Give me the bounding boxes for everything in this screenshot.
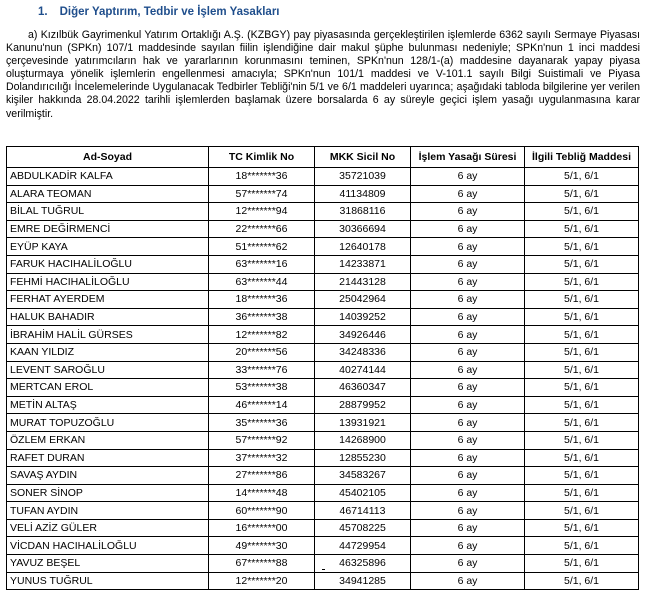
table-row bbox=[7, 519, 639, 537]
cell-ban-duration: 6 ay bbox=[411, 220, 525, 238]
table-row bbox=[7, 238, 639, 256]
cell-article: 5/1, 6/1 bbox=[525, 291, 639, 309]
cell-article: 5/1, 6/1 bbox=[525, 467, 639, 485]
cell-mkk-no: 41134809 bbox=[315, 185, 411, 203]
cell-name: MERTCAN EROL bbox=[7, 379, 209, 397]
cell-ban-duration: 6 ay bbox=[411, 238, 525, 256]
cell-tc-id: 57*******92 bbox=[209, 431, 315, 449]
cell-article: 5/1, 6/1 bbox=[525, 273, 639, 291]
cell-mkk-no: 14039252 bbox=[315, 308, 411, 326]
table-row bbox=[7, 572, 639, 590]
cell-mkk-no: 46714113 bbox=[315, 502, 411, 520]
cell-name: FARUK HACIHALİLOĞLU bbox=[7, 255, 209, 273]
cell-name: VELİ AZİZ GÜLER bbox=[7, 519, 209, 537]
cell-ban-duration: 6 ay bbox=[411, 343, 525, 361]
cell-ban-duration: 6 ay bbox=[411, 185, 525, 203]
cell-name: KAAN YILDIZ bbox=[7, 343, 209, 361]
cell-ban-duration: 6 ay bbox=[411, 537, 525, 555]
cell-ban-duration: 6 ay bbox=[411, 168, 525, 186]
cell-name: FEHMİ HACIHALİLOĞLU bbox=[7, 273, 209, 291]
section-heading bbox=[38, 6, 280, 18]
cell-ban-duration: 6 ay bbox=[411, 555, 525, 573]
section-number: 1. bbox=[38, 6, 48, 18]
cell-mkk-no: 46360347 bbox=[315, 379, 411, 397]
header-mkk-no: MKK Sicil No bbox=[315, 147, 411, 168]
cell-article: 5/1, 6/1 bbox=[525, 537, 639, 555]
cell-mkk-no: 28879952 bbox=[315, 396, 411, 414]
cell-tc-id: 49*******30 bbox=[209, 537, 315, 555]
table-row bbox=[7, 467, 639, 485]
cell-tc-id: 18*******36 bbox=[209, 291, 315, 309]
cell-ban-duration: 6 ay bbox=[411, 414, 525, 432]
cell-article: 5/1, 6/1 bbox=[525, 396, 639, 414]
table-row bbox=[7, 484, 639, 502]
header-article: İlgili Tebliğ Maddesi bbox=[525, 147, 639, 168]
table-row bbox=[7, 502, 639, 520]
cell-ban-duration: 6 ay bbox=[411, 484, 525, 502]
cell-mkk-no: 12640178 bbox=[315, 238, 411, 256]
cell-ban-duration: 6 ay bbox=[411, 396, 525, 414]
cell-mkk-no: 40274144 bbox=[315, 361, 411, 379]
cell-ban-duration: 6 ay bbox=[411, 308, 525, 326]
cell-name: ALARA TEOMAN bbox=[7, 185, 209, 203]
table-row bbox=[7, 537, 639, 555]
table-row bbox=[7, 379, 639, 397]
cell-mkk-no: 44729954 bbox=[315, 537, 411, 555]
cell-article: 5/1, 6/1 bbox=[525, 572, 639, 590]
table-row bbox=[7, 255, 639, 273]
cell-tc-id: 63*******44 bbox=[209, 273, 315, 291]
cell-tc-id: 20*******56 bbox=[209, 343, 315, 361]
cell-ban-duration: 6 ay bbox=[411, 273, 525, 291]
header-name: Ad-Soyad bbox=[7, 147, 209, 168]
cell-mkk-no: 13931921 bbox=[315, 414, 411, 432]
cell-mkk-no: 14268900 bbox=[315, 431, 411, 449]
cell-article: 5/1, 6/1 bbox=[525, 220, 639, 238]
cell-article: 5/1, 6/1 bbox=[525, 203, 639, 221]
cell-tc-id: 27*******86 bbox=[209, 467, 315, 485]
table-row bbox=[7, 449, 639, 467]
cell-ban-duration: 6 ay bbox=[411, 326, 525, 344]
cell-article: 5/1, 6/1 bbox=[525, 185, 639, 203]
table-row bbox=[7, 326, 639, 344]
cell-mkk-no: 34926446 bbox=[315, 326, 411, 344]
header-tc-id: TC Kimlik No bbox=[209, 147, 315, 168]
cell-mkk-no: 30366694 bbox=[315, 220, 411, 238]
cell-name: TUFAN AYDIN bbox=[7, 502, 209, 520]
cell-tc-id: 46*******14 bbox=[209, 396, 315, 414]
cell-article: 5/1, 6/1 bbox=[525, 343, 639, 361]
cell-name: LEVENT SAROĞLU bbox=[7, 361, 209, 379]
cell-ban-duration: 6 ay bbox=[411, 361, 525, 379]
table-row bbox=[7, 291, 639, 309]
cell-tc-id: 12*******20 bbox=[209, 572, 315, 590]
cell-tc-id: 36*******38 bbox=[209, 308, 315, 326]
cell-name: METİN ALTAŞ bbox=[7, 396, 209, 414]
cell-name: RAFET DURAN bbox=[7, 449, 209, 467]
cell-article: 5/1, 6/1 bbox=[525, 255, 639, 273]
table-row bbox=[7, 414, 639, 432]
cell-tc-id: 16*******00 bbox=[209, 519, 315, 537]
table-header-row bbox=[7, 147, 639, 168]
cell-mkk-no: 35721039 bbox=[315, 168, 411, 186]
cell-ban-duration: 6 ay bbox=[411, 467, 525, 485]
cell-name: YUNUS TUĞRUL bbox=[7, 572, 209, 590]
cell-mkk-no: 25042964 bbox=[315, 291, 411, 309]
cell-tc-id: 18*******36 bbox=[209, 168, 315, 186]
cell-name: SONER SİNOP bbox=[7, 484, 209, 502]
cell-article: 5/1, 6/1 bbox=[525, 168, 639, 186]
cell-mkk-no: 34941285 bbox=[315, 572, 411, 590]
cell-tc-id: 37*******32 bbox=[209, 449, 315, 467]
cell-ban-duration: 6 ay bbox=[411, 572, 525, 590]
cell-article: 5/1, 6/1 bbox=[525, 414, 639, 432]
cell-tc-id: 57*******74 bbox=[209, 185, 315, 203]
cell-tc-id: 35*******36 bbox=[209, 414, 315, 432]
cell-tc-id: 33*******76 bbox=[209, 361, 315, 379]
trading-ban-table bbox=[6, 146, 639, 590]
cell-ban-duration: 6 ay bbox=[411, 379, 525, 397]
cell-ban-duration: 6 ay bbox=[411, 519, 525, 537]
cell-name: YAVUZ BEŞEL bbox=[7, 555, 209, 573]
cell-article: 5/1, 6/1 bbox=[525, 519, 639, 537]
cell-article: 5/1, 6/1 bbox=[525, 361, 639, 379]
cell-tc-id: 63*******16 bbox=[209, 255, 315, 273]
cell-ban-duration: 6 ay bbox=[411, 203, 525, 221]
section-title: Diğer Yaptırım, Tedbir ve İşlem Yasakları bbox=[59, 6, 280, 18]
cell-name: ABDULKADİR KALFA bbox=[7, 168, 209, 186]
cell-tc-id: 60*******90 bbox=[209, 502, 315, 520]
page-mark bbox=[322, 569, 325, 570]
cell-ban-duration: 6 ay bbox=[411, 449, 525, 467]
cell-article: 5/1, 6/1 bbox=[525, 379, 639, 397]
cell-article: 5/1, 6/1 bbox=[525, 484, 639, 502]
cell-ban-duration: 6 ay bbox=[411, 255, 525, 273]
cell-article: 5/1, 6/1 bbox=[525, 449, 639, 467]
cell-name: FERHAT AYERDEM bbox=[7, 291, 209, 309]
cell-name: BİLAL TUĞRUL bbox=[7, 203, 209, 221]
table-row bbox=[7, 220, 639, 238]
cell-article: 5/1, 6/1 bbox=[525, 502, 639, 520]
header-ban-duration: İşlem Yasağı Süresi bbox=[411, 147, 525, 168]
cell-mkk-no: 31868116 bbox=[315, 203, 411, 221]
cell-name: ÖZLEM ERKAN bbox=[7, 431, 209, 449]
cell-tc-id: 51*******62 bbox=[209, 238, 315, 256]
cell-name: EMRE DEĞİRMENCİ bbox=[7, 220, 209, 238]
table-row bbox=[7, 361, 639, 379]
cell-tc-id: 22*******66 bbox=[209, 220, 315, 238]
cell-mkk-no: 21443128 bbox=[315, 273, 411, 291]
cell-article: 5/1, 6/1 bbox=[525, 555, 639, 573]
table-row bbox=[7, 431, 639, 449]
table-row bbox=[7, 168, 639, 186]
cell-mkk-no: 34248336 bbox=[315, 343, 411, 361]
cell-ban-duration: 6 ay bbox=[411, 291, 525, 309]
cell-name: HALUK BAHADIR bbox=[7, 308, 209, 326]
cell-tc-id: 14*******48 bbox=[209, 484, 315, 502]
decision-paragraph: a) Kızılbük Gayrimenkul Yatırım Ortaklığı A.Ş. (KZBGY) pay piyasasında gerçekleştirilen işlemlerde 6362 sayılı Sermaye Piyasası Kanunu'nun (SPKn) 107/1 maddesinde sayılan fiilin işlendiğine dair makul şüphe bulunması nedeniyle; SPKn'nun 1 inci maddesi çerçevesinde yatırımcıların hak ve yararlarının korunmasını teminen, SPKn'nun 128/1-(a) maddesine dayanarak yapay piyasa oluşturmaya yönelik işlemlerin engellenmesi amacıyla; SPKn'nun 101/1 maddesi ve V-101.1 sayılı Bilgi Suistimali ve Piyasa Dolandırıcılığı İncelemelerinde Uygulanacak Tedbirler Tebliği'nin 5/1 ve 6/1 maddeleri uyarınca; aşağıdaki tabloda bilgilerine yer verilen kişiler hakkında 28.04.2022 tarihli işlemlerden başlamak üzere borsalarda 6 ay süreyle geçici işlem yasağı uygulanmasına karar verilmiştir. bbox=[6, 29, 640, 120]
table-row bbox=[7, 203, 639, 221]
table-row bbox=[7, 308, 639, 326]
cell-tc-id: 12*******82 bbox=[209, 326, 315, 344]
cell-ban-duration: 6 ay bbox=[411, 502, 525, 520]
cell-name: EYÜP KAYA bbox=[7, 238, 209, 256]
cell-article: 5/1, 6/1 bbox=[525, 326, 639, 344]
table-row bbox=[7, 396, 639, 414]
cell-tc-id: 67*******88 bbox=[209, 555, 315, 573]
table-row bbox=[7, 273, 639, 291]
cell-tc-id: 53*******38 bbox=[209, 379, 315, 397]
cell-name: SAVAŞ AYDIN bbox=[7, 467, 209, 485]
cell-mkk-no: 45708225 bbox=[315, 519, 411, 537]
cell-mkk-no: 12855230 bbox=[315, 449, 411, 467]
cell-article: 5/1, 6/1 bbox=[525, 431, 639, 449]
cell-mkk-no: 45402105 bbox=[315, 484, 411, 502]
table-row bbox=[7, 185, 639, 203]
cell-mkk-no: 34583267 bbox=[315, 467, 411, 485]
cell-name: MURAT TOPUZOĞLU bbox=[7, 414, 209, 432]
cell-tc-id: 12*******94 bbox=[209, 203, 315, 221]
cell-name: İBRAHİM HALİL GÜRSES bbox=[7, 326, 209, 344]
cell-article: 5/1, 6/1 bbox=[525, 308, 639, 326]
cell-article: 5/1, 6/1 bbox=[525, 238, 639, 256]
cell-name: VİCDAN HACIHALİLOĞLU bbox=[7, 537, 209, 555]
cell-ban-duration: 6 ay bbox=[411, 431, 525, 449]
table-row bbox=[7, 343, 639, 361]
cell-mkk-no: 14233871 bbox=[315, 255, 411, 273]
cell-mkk-no: 46325896 bbox=[315, 555, 411, 573]
